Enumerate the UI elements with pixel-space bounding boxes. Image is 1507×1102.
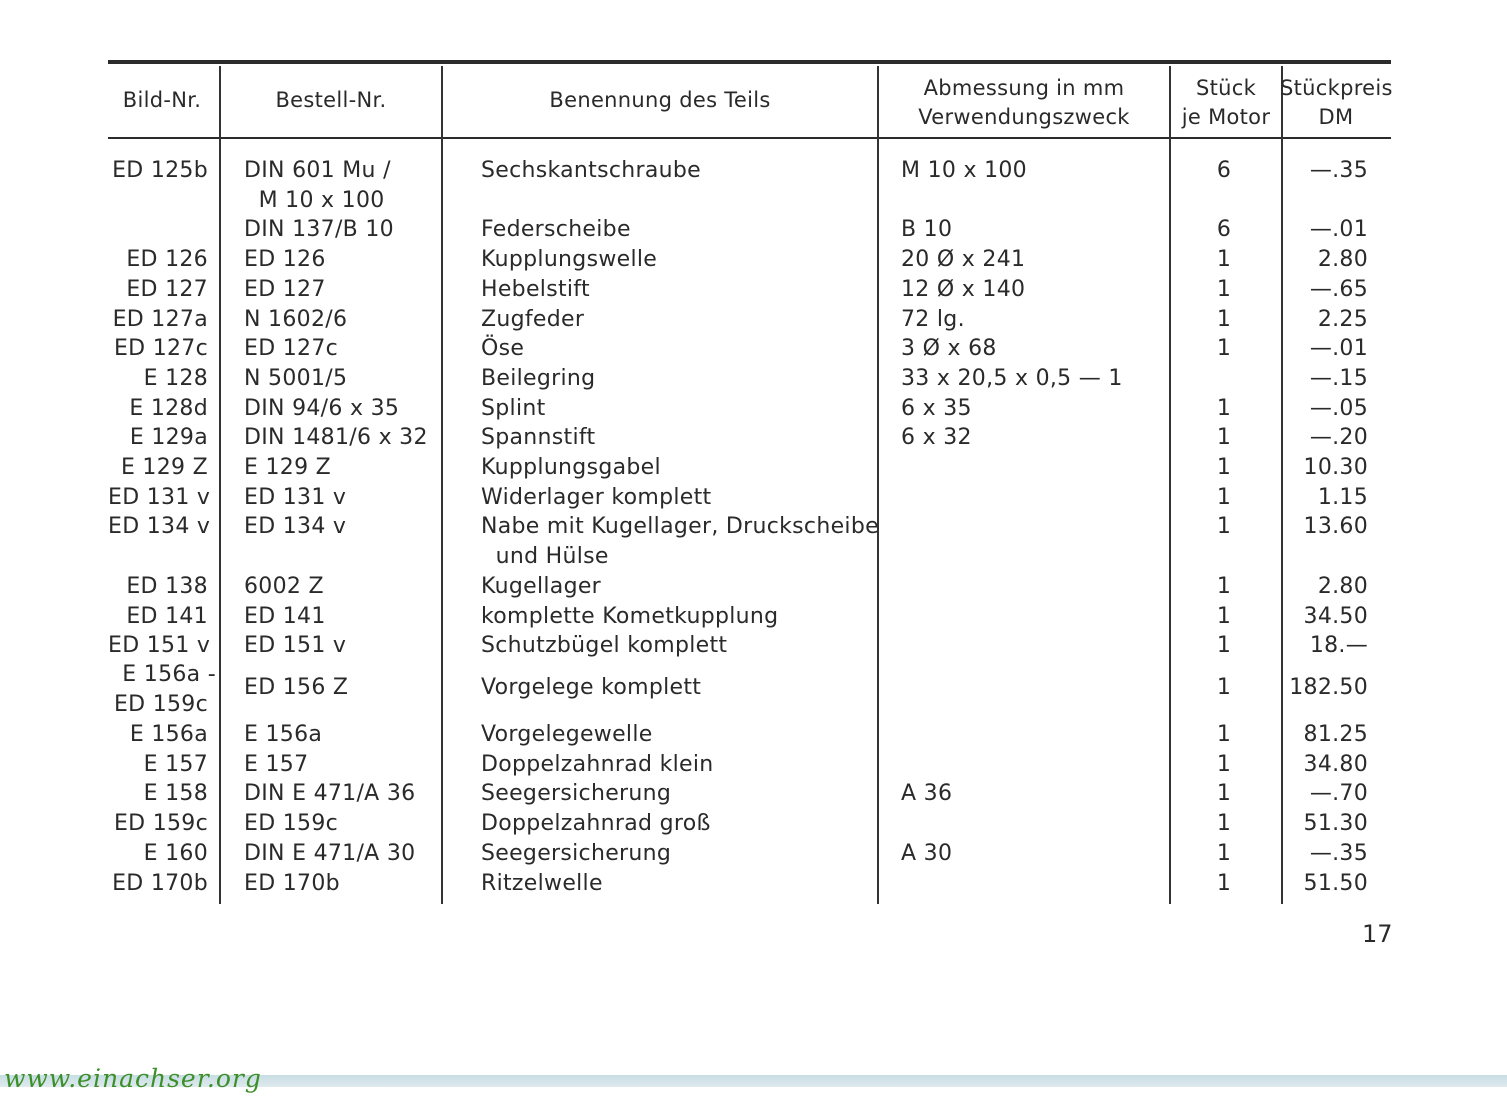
cell-benennung: Vorgelegewelle [481,722,653,747]
cell-stueck: 1 [1216,514,1232,540]
cell-bestell-nr: DIN 94/6 x 35 [244,395,400,421]
group-bild-line2: ED 159c [113,692,208,717]
header-preis-line2: DM [1318,105,1354,129]
cell-benennung: Widerlager komplett [481,484,712,510]
cell-preis: —.70 [1309,781,1368,807]
column-divider [1281,66,1283,904]
cell-stueck: 1 [1216,336,1232,362]
cell-preis: 13.60 [1303,514,1368,540]
cell-bild-nr: ED 126 [126,247,208,273]
header-abmessung-line1: Abmessung in mm [923,76,1125,100]
cell-preis: —.20 [1309,425,1368,451]
cell-bild-nr: ED 141 [126,603,208,629]
cell-stueck: 1 [1216,722,1232,747]
cell-preis: —.35 [1309,158,1368,183]
cell-stueck: 1 [1216,276,1232,302]
cell-bestell-nr: 6002 Z [244,573,324,599]
cell-benennung: Hebelstift [481,276,590,302]
cell-bild-nr: ED 127 [126,276,208,302]
cell-bestell-nr: N 1602/6 [244,306,348,332]
cell-bestell-nr: DIN 1481/6 x 32 [244,425,428,451]
header-bild-nr: Bild-Nr. [122,88,202,112]
cell-stueck: 1 [1216,455,1232,480]
column-divider [441,66,443,904]
cell-abmessung: 6 x 32 [901,425,972,451]
page-number: 17 [1362,920,1393,948]
cell-stueck: 1 [1216,633,1232,659]
cell-preis: —.65 [1309,276,1368,302]
cell-stueck: 6 [1216,158,1232,183]
cell-bestell-nr: ED 127 [244,276,326,302]
cell-bestell-nr: M 10 x 100 [244,187,385,213]
cell-stueck: 1 [1216,781,1232,807]
cell-preis: 34.50 [1303,603,1368,629]
cell-preis: 18.— [1309,633,1368,659]
cell-bild-nr: ED 159c [113,811,208,837]
cell-bild-nr: E 160 [143,840,208,866]
cell-preis: —.35 [1309,840,1368,866]
cell-abmessung: 6 x 35 [901,395,972,421]
cell-abmessung: A 30 [901,840,953,866]
cell-benennung: Seegersicherung [481,781,672,807]
column-divider [877,66,879,904]
cell-bild-nr: ED 138 [126,573,208,599]
cell-bild-nr: E 157 [143,751,208,777]
cell-benennung: komplette Kometkupplung [481,603,779,629]
cell-benennung: Spannstift [481,425,596,451]
cell-abmessung: 12 Ø x 140 [901,276,1026,302]
top-rule [108,60,1391,64]
cell-benennung: Zugfeder [481,306,585,332]
cell-benennung: Kupplungswelle [481,247,658,273]
cell-preis: 51.30 [1303,811,1368,837]
cell-bild-nr: ED 127c [113,336,208,362]
cell-stueck: 1 [1216,425,1232,451]
cell-bestell-nr: DIN E 471/A 30 [244,840,416,866]
cell-benennung: Kugellager [481,573,602,599]
cell-preis: —.15 [1309,365,1368,391]
cell-benennung: Nabe mit Kugellager, Druckscheibe [481,514,879,540]
cell-bild-nr: E 129 Z [120,455,208,480]
cell-bestell-nr: E 156a [244,722,323,747]
cell-benennung: Kupplungsgabel [481,455,661,480]
cell-bild-nr: ED 170b [112,870,208,896]
footer-url: www.einachser.org [4,1064,262,1093]
cell-bestell-nr: ED 126 [244,247,326,273]
group-bild-line1: E 156a - [122,662,216,687]
cell-bild-nr: ED 127a [112,306,208,332]
cell-bestell-nr: ED 131 v [244,484,347,510]
cell-bild-nr: ED 131 v [108,484,211,510]
cell-benennung: Splint [481,395,546,421]
cell-bild-nr: ED 134 v [108,514,211,540]
cell-abmessung: 33 x 20,5 x 0,5 — 1 [901,365,1123,391]
cell-benennung: Ritzelwelle [481,870,603,896]
cell-stueck: 1 [1216,306,1232,332]
cell-bestell-nr: E 129 Z [244,455,332,480]
cell-bestell-nr: ED 151 v [244,633,347,659]
cell-bestell-nr: ED 134 v [244,514,347,540]
header-bestell-nr: Bestell-Nr. [275,88,387,112]
cell-bestell-nr: DIN 137/B 10 [244,217,394,243]
cell-benennung: und Hülse [481,544,609,570]
cell-abmessung: 20 Ø x 241 [901,247,1026,273]
cell-benennung: Sechskantschraube [481,158,701,183]
cell-stueck: 1 [1216,751,1232,777]
cell-bestell-nr: E 157 [244,751,309,777]
cell-bestell-nr: ED 170b [244,870,340,896]
cell-bestell-nr: ED 127c [244,336,339,362]
header-abmessung-line2: Verwendungszweck [918,105,1130,129]
cell-preis: 2.80 [1317,247,1368,273]
cell-benennung: Federscheibe [481,217,631,243]
cell-stueck: 1 [1216,603,1232,629]
cell-benennung: Schutzbügel komplett [481,633,728,659]
cell-stueck: 6 [1216,217,1232,243]
cell-abmessung: 3 Ø x 68 [901,336,997,362]
cell-stueck: 1 [1216,811,1232,837]
cell-bestell-nr: N 5001/5 [244,365,348,391]
cell-abmessung: M 10 x 100 [901,158,1027,183]
cell-bild-nr: E 128d [129,395,208,421]
cell-preis: 51.50 [1303,870,1368,896]
cell-preis: —.01 [1309,217,1368,243]
column-divider [219,66,221,904]
column-divider [1169,66,1171,904]
cell-bild-nr: ED 125b [112,158,208,183]
cell-benennung: Seegersicherung [481,840,672,866]
cell-bestell-nr: DIN E 471/A 36 [244,781,416,807]
cell-benennung: Beilegring [481,365,596,391]
cell-stueck: 1 [1216,484,1232,510]
cell-stueck: 1 [1216,395,1232,421]
cell-preis: 10.30 [1303,455,1368,480]
cell-bestell-nr: ED 141 [244,603,326,629]
cell-stueck: 1 [1216,573,1232,599]
cell-benennung: Doppelzahnrad groß [481,811,711,837]
header-preis-line1: Stückpreis [1280,76,1393,100]
cell-bestell-nr: ED 159c [244,811,339,837]
cell-bild-nr: E 129a [129,425,208,451]
cell-benennung: Öse [481,336,525,362]
cell-abmessung: A 36 [901,781,953,807]
group-benennung: Vorgelege komplett [481,675,702,700]
group-bestell: ED 156 Z [244,675,349,700]
header-stueck-line1: Stück [1195,76,1257,100]
cell-preis: —.05 [1309,395,1368,421]
cell-preis: —.01 [1309,336,1368,362]
header-stueck-line2: je Motor [1181,105,1271,129]
header-benennung: Benennung des Teils [549,88,771,112]
cell-stueck: 1 [1216,247,1232,273]
cell-bild-nr: E 128 [143,365,208,391]
cell-preis: 81.25 [1303,722,1368,747]
cell-stueck: 1 [1216,870,1232,896]
cell-preis: 1.15 [1317,484,1368,510]
cell-benennung: Doppelzahnrad klein [481,751,714,777]
cell-bild-nr: E 158 [143,781,208,807]
cell-abmessung: B 10 [901,217,953,243]
cell-preis: 2.25 [1317,306,1368,332]
group-preis: 182.50 [1289,675,1368,700]
cell-abmessung: 72 lg. [901,306,965,332]
cell-bild-nr: ED 151 v [108,633,211,659]
group-stueck: 1 [1216,675,1232,700]
cell-preis: 2.80 [1317,573,1368,599]
cell-bild-nr: E 156a [129,722,208,747]
cell-preis: 34.80 [1303,751,1368,777]
header-rule [108,137,1391,139]
cell-bestell-nr: DIN 601 Mu / [244,158,391,183]
cell-stueck: 1 [1216,840,1232,866]
